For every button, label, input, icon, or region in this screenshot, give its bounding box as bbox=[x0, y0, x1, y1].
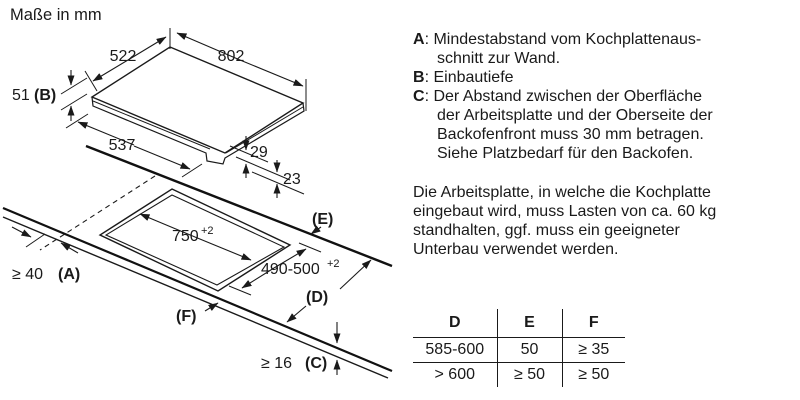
legend-sep: : bbox=[424, 88, 430, 105]
legend-item-c-cont: Siehe Platzbedarf für den Backofen. bbox=[437, 145, 694, 162]
legend-text: Der Abstand zwischen der Oberfläche bbox=[433, 88, 703, 105]
projection-dashed-line bbox=[40, 176, 155, 250]
worktop-back-edge bbox=[86, 146, 392, 266]
legend-item-a-cont: schnitt zur Wand. bbox=[437, 50, 561, 67]
paragraph-line: Die Arbeitsplatte, in welche die Kochplatte bbox=[413, 184, 711, 201]
dim-537-label: 537 bbox=[108, 137, 136, 154]
label-d: (D) bbox=[306, 289, 329, 306]
table-cell: ≥ 50 bbox=[578, 366, 610, 383]
depth-extension-ticks bbox=[61, 78, 87, 110]
dim-51-key: (B) bbox=[34, 87, 57, 104]
legend-item-c-cont: der Arbeitsplatte und der Oberseite der bbox=[437, 107, 713, 124]
dim-29-label: 29 bbox=[250, 144, 268, 161]
page-title: Maße in mm bbox=[10, 6, 102, 24]
legend-text: Einbautiefe bbox=[433, 69, 514, 86]
dim-a-key: (A) bbox=[58, 266, 81, 283]
table-row bbox=[413, 338, 625, 363]
legend-item-c bbox=[413, 87, 791, 106]
left-extension-tick bbox=[85, 71, 97, 91]
dim-c-key: (C) bbox=[305, 355, 328, 372]
cutout-width-label: 490-500 bbox=[261, 261, 320, 278]
dim-537-line bbox=[134, 146, 190, 169]
legend-letter-b: B bbox=[413, 69, 425, 86]
table-header-f: F bbox=[562, 309, 625, 338]
legend-item-a bbox=[413, 30, 791, 49]
legend-text: Mindestabstand vom Kochplattenaus- bbox=[433, 31, 702, 48]
dim-d-leader bbox=[340, 260, 371, 289]
table-cell: ≥ 50 bbox=[497, 363, 562, 388]
label-f: (F) bbox=[176, 308, 197, 325]
dim-a-arrow bbox=[12, 227, 31, 237]
dim-c-label: ≥ 16 bbox=[261, 355, 293, 372]
table-cell: > 600 bbox=[434, 366, 475, 383]
dim-a-label: ≥ 40 bbox=[12, 266, 44, 283]
cutout-length-label: 750 bbox=[172, 228, 199, 245]
table-row bbox=[413, 363, 625, 388]
table-cell: ≥ 35 bbox=[562, 338, 625, 363]
paragraph-line: standhalten, ggf. muss ein geeigneter bbox=[413, 222, 680, 239]
paragraph-line: Unterbau verwendet werden. bbox=[413, 241, 619, 258]
table-cell: 585-600 bbox=[413, 338, 497, 363]
dim-802-label: 802 bbox=[217, 48, 245, 65]
legend bbox=[413, 30, 791, 163]
legend-letter-a: A bbox=[413, 31, 425, 48]
label-e: (E) bbox=[312, 211, 334, 228]
dim-d-leader bbox=[287, 306, 306, 322]
legend-sep: : bbox=[424, 31, 430, 48]
cutout-length-tolerance: +2 bbox=[201, 225, 214, 237]
table-cell: 50 bbox=[497, 338, 562, 363]
dim-23-label: 23 bbox=[283, 171, 301, 188]
legend-sep: : bbox=[424, 69, 430, 86]
table-header-e: E bbox=[497, 309, 562, 338]
dim-522-label: 522 bbox=[109, 48, 137, 65]
paragraph-line: eingebaut wird, muss Lasten von ca. 60 kg bbox=[413, 203, 717, 220]
legend-item-b bbox=[413, 68, 791, 87]
legend-letter-c: C bbox=[413, 88, 425, 105]
load-note-paragraph bbox=[413, 183, 791, 259]
label-e-leader bbox=[311, 227, 321, 234]
cutout-width-tolerance: +2 bbox=[327, 258, 340, 270]
spec-table bbox=[413, 309, 625, 387]
table-header-row bbox=[413, 309, 625, 338]
dim-51-label: 51 bbox=[12, 87, 30, 104]
dim-750-line bbox=[195, 237, 251, 260]
legend-item-c-cont: Backofenfront muss 30 mm betragen. bbox=[437, 126, 704, 143]
table-header-d: D bbox=[413, 309, 497, 338]
